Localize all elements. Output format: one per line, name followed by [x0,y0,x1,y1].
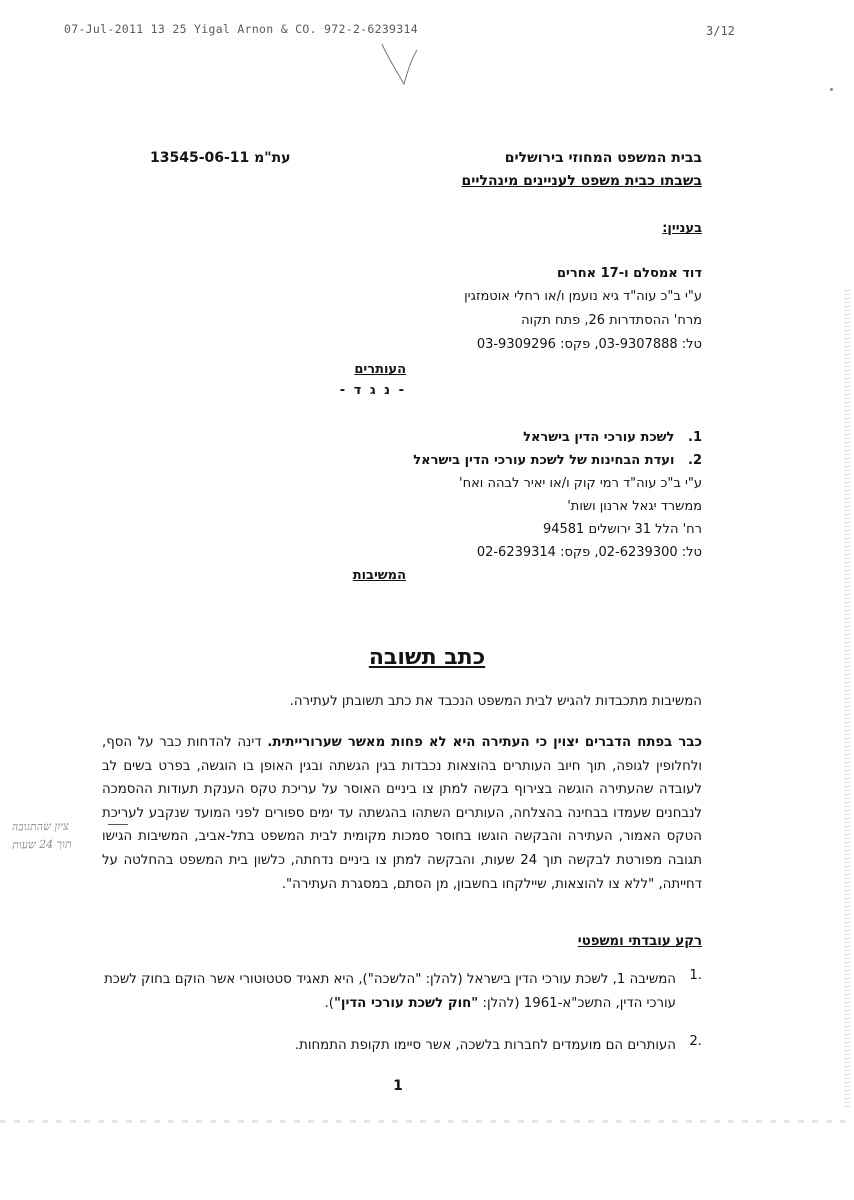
item-1-defined-term: "חוק לשכת עורכי הדין" [333,995,479,1011]
handwritten-margin-note [12,817,72,854]
margin-note-line-1: ציון שהתגובה [11,819,69,834]
item-1-part-1: המשיבה 1, לשכת עורכי הדין בישראל (להלן: "הלשכה"), היא תאגיד סטטוטורי אשר הוקם בחוק לשכת עורכי הדין, התשכ"א-1961 (להלן: [104,972,676,1011]
page-number: 1 [393,1078,403,1094]
petitioners-address: מרח' ההסתדרות 26, פתח תקוה [521,313,702,328]
document-title: כתב תשובה [368,645,486,670]
respondent-2 [413,453,702,468]
fax-page-count: 3/12 [706,24,735,38]
handwritten-check-mark [380,40,420,90]
intro-paragraph: המשיבות מתכבדות להגיש לבית המשפט הנכבד את כתב תשובתן לעתירה. [289,694,702,709]
respondent-1-number: 1. [688,430,702,445]
respondent-2-name: ועדת הבחינות של לשכת עורכי הדין בישראל [413,453,675,468]
item-1-text [101,968,676,1015]
respondents-firm: ממשרד יגאל ארנון ושות' [567,499,702,514]
margin-note-dash [108,824,128,825]
case-number: עת"מ 13545-06-11 [150,150,291,166]
matter-label: בעניין: [662,221,702,236]
petitioners-role: העותרים [354,362,406,377]
respondents-counsel: ע"י ב"כ עוה"ד רמי קוק ו/או יאיר לבהה ואח' [459,476,702,491]
petitioners-name: דוד אמסלם ו-17 אחרים [556,266,702,281]
item-1-number: 1. [689,968,702,983]
respondent-1 [523,430,702,445]
item-1-part-3: ). [324,995,334,1011]
margin-note-line-2: תוך 24 שעות [12,837,72,852]
court-name: בבית המשפט המחוזי בירושלים [504,150,702,166]
petitioners-phone: טל: 03-9307888, פקס: 03-9309296 [476,337,702,352]
opening-rest: דינה להדחות כבר על הסף, ולחלופין לגופה, תוך חיוב העותרים בהוצאות נכבדות בגין הגשתה ובגין האופן בו הוגשה, בפרט בשים לב לעובדה שהעתירה הוגשה בצירוף בקשה למתן צו ביניים האוסר על עריכת טקס הענקת תעודות ההסמכה לנבחנים שעמדו בבחינה בהצלחה, העותרים השתהו בהגשתה עד ימים ספורים לפני המועד שנקבע לעריכת הטקס האמור, העתירה והבקשה הוגשו בחוסר סמכות מקומית לבית המשפט בתל-אביב, המשיבות הגישו תגובה מפורטת לבקשה תוך 24 שעות, והבקשה למתן צו ביניים נדחתה, כלשון בית המשפט בהחלטה על דחייתה, "ללא צו להוצאות, שיילקחו בחשבון, מן הסתם, במסגרת העתירה". [102,735,702,892]
petitioners-counsel: ע"י ב"כ עוה"ד גיא נועמן ו/או רחלי אוטמזגין [464,289,702,304]
respondent-2-number: 2. [688,453,702,468]
respondents-phone: טל: 02-6239300, פקס: 02-6239314 [476,545,702,560]
scan-speck [830,88,833,91]
scan-bottom-artifact [0,1120,854,1123]
respondent-1-name: לשכת עורכי הדין בישראל [523,430,675,445]
respondents-address: רח' הלל 31 ירושלים 94581 [542,522,702,537]
respondents-role: המשיבות [352,568,406,583]
section-header: רקע עובדתי ומשפטי [577,934,702,949]
item-2-number: 2. [689,1034,702,1049]
court-division: בשבתו כבית משפט לעניינים מינהליים [461,173,702,189]
opening-bold-sentence: כבר בפתח הדברים יצוין כי העתירה היא לא פחות מאשר שערורייתית. [267,735,702,750]
scan-edge-artifact [844,290,850,1110]
versus-label: - נ ג ד - [339,383,406,398]
opening-paragraph [102,731,702,896]
fax-header: 07-Jul-2011 13 25 Yigal Arnon & CO. 972-2-6239314 [64,22,418,36]
item-2-text: העותרים הם מועמדים לחברות בלשכה, אשר סיימו תקופת התמחות. [294,1038,676,1053]
